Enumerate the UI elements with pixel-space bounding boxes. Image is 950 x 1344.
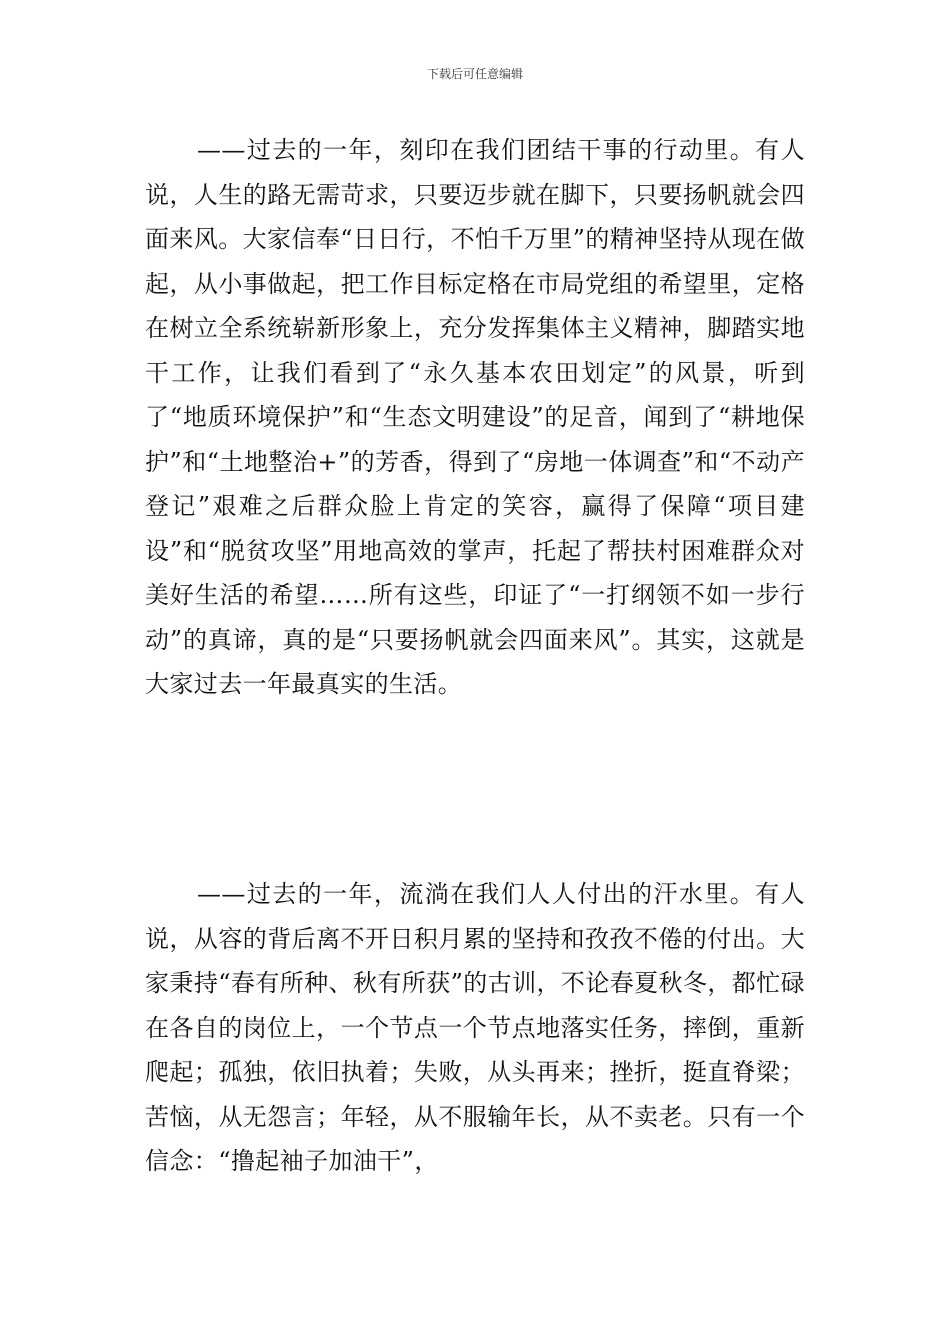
body-paragraph: ——过去的一年，刻印在我们团结干事的行动里。有人说，人生的路无需苛求，只要迈步就在脚下，只要扬帆就会四面来风。大家信奉“日日行，不怕千万里”的精神坚持从现在做起，从小事做起，把工作目标定格在市局党组的希望里，定格在树立全系统崭新形象上，充分发挥集体主义精神，脚踏实地干工作，让我们看到了“永久基本农田划定”的风景，听到了“地质环境保护”和“生态文明建设”的足音，闻到了“耕地保护”和“土地整治+”的芳香，得到了“房地一体调查”和“不动产登记”艰难之后群众脸上肯定的笑容，赢得了保障“项目建设”和“脱贫攻坚”用地高效的掌声，托起了帮扶村困难群众对美好生活的希望……所有这些，印证了“一打纲领不如一步行动”的真谛，真的是“只要扬帆就会四面来风”。其实，这就是大家过去一年最真实的生活。 [145, 136, 805, 698]
header-note: 下载后可任意编辑 [426, 67, 523, 81]
body-paragraph: ——过去的一年，流淌在我们人人付出的汗水里。有人说，从容的背后离不开日积月累的坚持和孜孜不倦的付出。大家秉持“春有所种、秋有所获”的古训，不论春夏秋冬，都忙碌在各自的岗位上，一个节点一个节点地落实任务，摔倒，重新爬起；孤独，依旧执着；失败，从头再来；挫折，挺直脊梁；苦恼，从无怨言；年轻，从不服输年长，从不卖老。只有一个信念：“撸起袖子加油干”， [145, 880, 805, 1175]
